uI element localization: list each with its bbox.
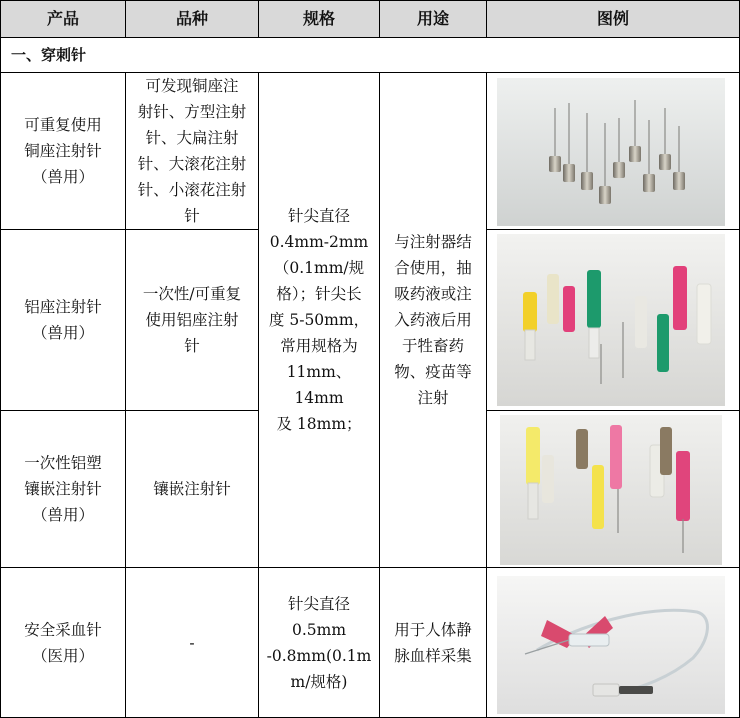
row2-variety-text: 一次性/可重复 使用铝座注射 针 <box>142 285 242 355</box>
shared-usage <box>379 72 487 568</box>
row2-variety <box>125 229 259 411</box>
row2-product <box>0 229 126 411</box>
row4-spec-text: 针尖直径 0.5mm -0.8mm(0.1m m/规格) <box>266 594 372 691</box>
row1-variety-text: 可发现铜座注 射针、方型注射 针、大扁注射 针、大滚花注射 针、小滚花注射 针 <box>137 77 247 225</box>
row4-variety <box>125 567 259 718</box>
shared-spec <box>258 72 380 568</box>
row3-product-text: 一次性铝塑 镶嵌注射针 （兽用） <box>24 454 102 524</box>
row3-variety-text: 镶嵌注射针 <box>153 480 231 498</box>
row4-spec <box>258 567 380 718</box>
shared-spec-text: 针尖直径 0.4mm-2mm （0.1mm/规 格）；针尖长 度 5-50mm， 常用规格为 11mm、14mm 及 18mm； <box>268 207 370 433</box>
section-title-row <box>0 37 740 73</box>
row4-usage <box>379 567 487 718</box>
header-example-label: 图例 <box>596 9 629 28</box>
row1-product <box>0 72 126 230</box>
row3-variety <box>125 410 259 568</box>
header-usage-label: 用途 <box>416 9 449 28</box>
row4-product <box>0 567 126 718</box>
row4-variety-text: - <box>189 633 195 652</box>
header-variety-label: 品种 <box>175 9 208 28</box>
shared-usage-text: 与注射器结 合使用，抽 吸药液或注 入药液后用 于牲畜药 物、疫苗等 注射 <box>394 233 472 407</box>
copper-hub-needles-photo <box>497 78 725 226</box>
section-title: 一、穿刺针 <box>11 46 87 64</box>
aluminum-hub-needles-photo <box>497 234 725 406</box>
header-example <box>486 0 740 38</box>
row2-product-text: 铝座注射针 （兽用） <box>24 298 102 342</box>
row1-variety <box>125 72 259 230</box>
header-variety <box>125 0 259 38</box>
header-usage <box>379 0 487 38</box>
row4-product-text: 安全采血针 （医用） <box>24 620 102 665</box>
header-product <box>0 0 126 38</box>
row1-product-text: 可重复使用 铜座注射针 （兽用） <box>24 116 102 186</box>
header-product-label: 产品 <box>46 9 79 28</box>
header-spec-label: 规格 <box>302 9 335 28</box>
plastic-aluminum-needles-photo <box>500 415 722 565</box>
row3-product <box>0 410 126 568</box>
blood-collection-needle-photo <box>497 576 725 714</box>
header-spec <box>258 0 380 38</box>
row4-usage-text: 用于人体静 脉血样采集 <box>394 620 472 665</box>
